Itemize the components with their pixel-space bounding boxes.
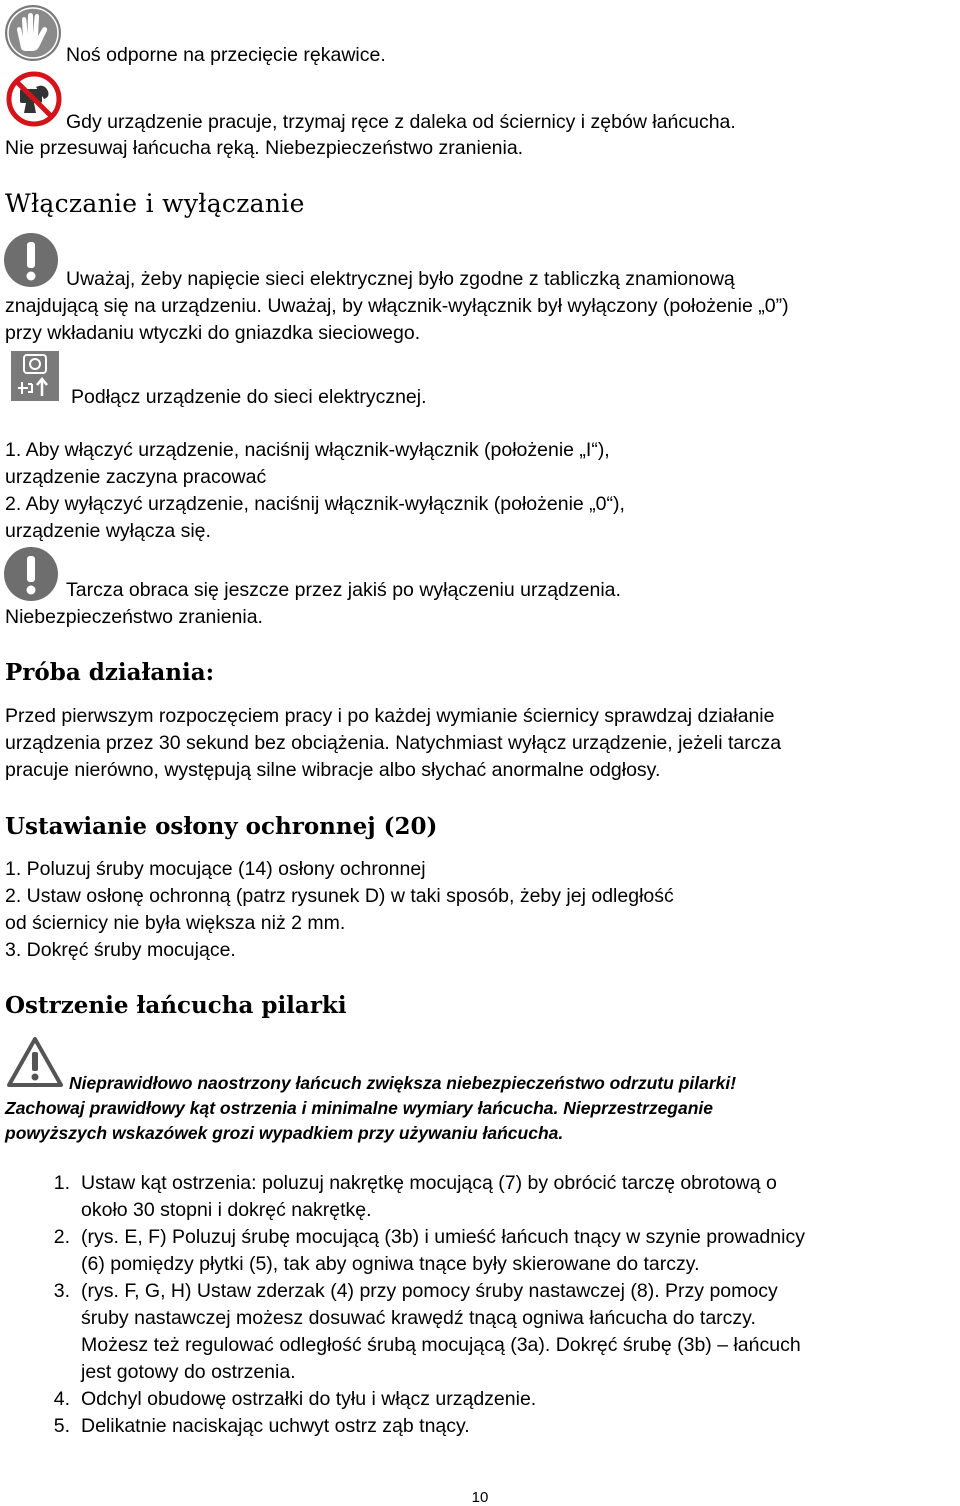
disc-line1: Tarcza obraca się jeszcze przez jakiś po wyłączeniu urządzenia.	[66, 579, 621, 601]
guard-line3: od ściernicy nie była większa niż 2 mm.	[5, 912, 346, 934]
hands-warning-line1: Gdy urządzenie pracuje, trzymaj ręce z daleka od ściernicy i zębów łańcucha.	[66, 111, 736, 133]
hands-warning-line2: Nie przesuwaj łańcucha ręką. Niebezpieczeństwo zranienia.	[5, 137, 524, 159]
onoff-step2-line2: urządzenie wyłącza się.	[5, 520, 211, 542]
onoff-warn-line1: Uważaj, żeby napięcie sieci elektrycznej było zgodne z tabliczką znamionową	[66, 268, 735, 290]
section-title-test: Próba działania:	[5, 659, 215, 686]
plug-text: Podłącz urządzenie do sieci elektrycznej.	[71, 386, 427, 408]
test-line3: pracuje nierówno, występują silne wibracje albo słychać anormalne odgłosy.	[5, 759, 661, 781]
exclamation-icon-2	[3, 546, 59, 602]
test-line2: urządzenia przez 30 sekund bez obciążenia. Natychmiast wyłącz urządzenie, jeżeli tarcza	[5, 732, 782, 754]
step-2-line1: (rys. E, F) Poluzuj śrubę mocującą (3b) i umieść łańcuch tnący w szynie prowadnicy	[81, 1226, 805, 1248]
guard-line4: 3. Dokręć śruby mocujące.	[5, 939, 236, 961]
plug-icon	[10, 350, 60, 402]
guard-line1: 1. Poluzuj śruby mocujące (14) osłony ochronnej	[5, 858, 426, 880]
step-3-line3: Możesz też regulować odległość śrubą mocującą (3a). Dokręć śrubę (3b) – łańcuch	[81, 1334, 801, 1356]
step-number: 4.	[53, 1388, 70, 1410]
onoff-warn-line3: przy wkładaniu wtyczki do gniazdka sieciowego.	[5, 322, 421, 344]
step-3-line1: (rys. F, G, H) Ustaw zderzak (4) przy pomocy śruby nastawczej (8). Przy pomocy	[81, 1280, 778, 1302]
test-line1: Przed pierwszym rozpoczęciem pracy i po każdej wymianie ściernicy sprawdzaj działanie	[5, 705, 775, 727]
sharpen-warn-line3: powyższych wskazówek grozi wypadkiem przy używaniu łańcucha.	[5, 1123, 564, 1143]
step-4-line1: Odchyl obudowę ostrzałki do tyłu i włącz urządzenie.	[81, 1388, 537, 1410]
step-5-line1: Delikatnie naciskając uchwyt ostrz ząb tnący.	[81, 1415, 470, 1437]
step-number: 2.	[53, 1226, 70, 1248]
onoff-step1-line2: urządzenie zaczyna pracować	[5, 466, 267, 488]
disc-line2: Niebezpieczeństwo zranienia.	[5, 606, 263, 628]
page-number: 10	[471, 1489, 489, 1506]
step-number: 5.	[53, 1415, 70, 1437]
step-2-line2: (6) pomiędzy płytki (5), tak aby ogniwa tnące były skierowane do tarczy.	[81, 1253, 700, 1275]
gloves-text: Noś odporne na przecięcie rękawice.	[66, 44, 386, 66]
onoff-step1-line1: 1. Aby włączyć urządzenie, naciśnij włącznik-wyłącznik (położenie „I“),	[5, 439, 610, 461]
section-title-sharpen: Ostrzenie łańcucha pilarki	[5, 992, 347, 1019]
onoff-warn-line2: znajdującą się na urządzeniu. Uważaj, by włącznik-wyłącznik był wyłączony (położenie „0”)	[5, 295, 789, 317]
step-number: 3.	[53, 1280, 70, 1302]
section-title-guard: Ustawianie osłony ochronnej (20)	[5, 813, 438, 840]
exclamation-icon	[3, 232, 59, 288]
sharpen-warn-line1: Nieprawidłowo naostrzony łańcuch zwiększa niebezpieczeństwo odrzutu pilarki!	[69, 1073, 737, 1093]
step-3-line2: śruby nastawczej możesz dosuwać krawędź tnącą ogniwa łańcucha do tarczy.	[81, 1307, 756, 1329]
step-1-line2: około 30 stopni i dokręć nakrętkę.	[81, 1199, 372, 1221]
gloves-icon	[4, 4, 62, 62]
step-1-line1: Ustaw kąt ostrzenia: poluzuj nakrętkę mocującą (7) by obrócić tarczę obrotową o	[81, 1172, 777, 1194]
no-hands-icon	[6, 71, 62, 127]
step-3-line4: jest gotowy do ostrzenia.	[81, 1361, 296, 1383]
warning-triangle-icon	[6, 1036, 64, 1088]
section-title-onoff: Włączanie i wyłączanie	[5, 189, 305, 218]
onoff-step2-line1: 2. Aby wyłączyć urządzenie, naciśnij włącznik-wyłącznik (położenie „0“),	[5, 493, 625, 515]
guard-line2: 2. Ustaw osłonę ochronną (patrz rysunek D) w taki sposób, żeby jej odległość	[5, 885, 674, 907]
sharpen-warn-line2: Zachowaj prawidłowy kąt ostrzenia i minimalne wymiary łańcucha. Nieprzestrzeganie	[5, 1098, 714, 1118]
step-number: 1.	[53, 1172, 70, 1194]
